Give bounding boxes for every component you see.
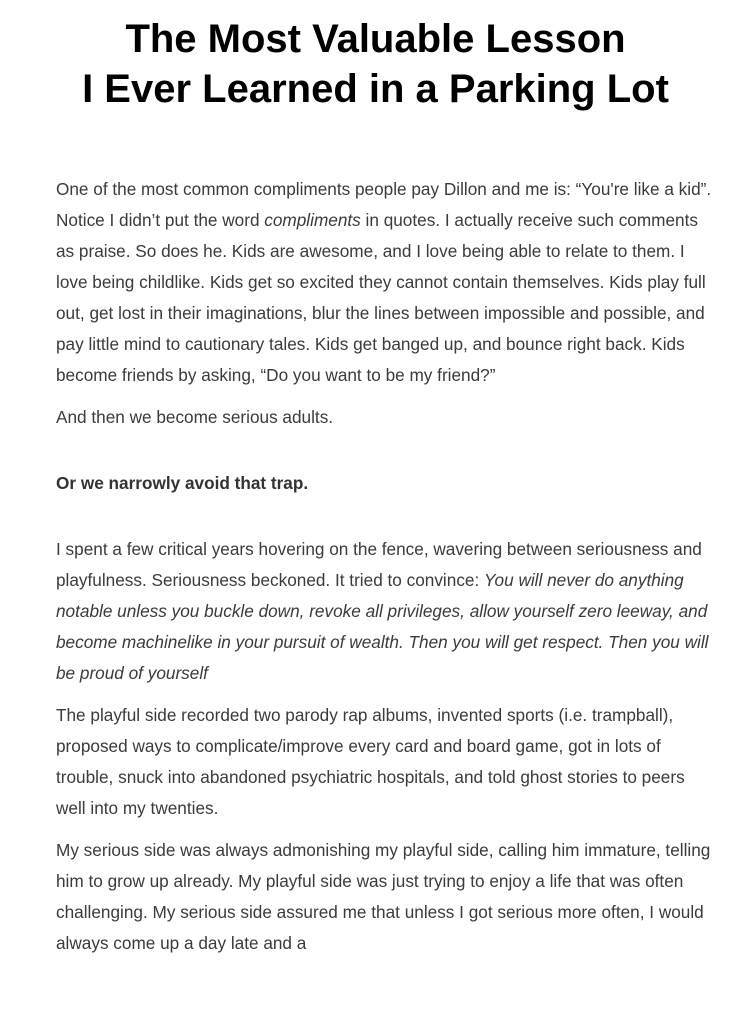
article-title-line-2: I Ever Learned in a Parking Lot xyxy=(82,67,669,111)
paragraph-1-italic-word: compliments xyxy=(264,210,361,230)
paragraph-4 xyxy=(56,534,716,689)
paragraph-5: The playful side recorded two parody rap albums, invented sports (i.e. trampball), proposed ways to complicate/improve every card and board game, got in lots of trouble, snuck into abandoned psychiatric hospitals, and told ghost stories to peers well into my twenties. xyxy=(56,705,685,818)
article-title-line-1: The Most Valuable Lesson xyxy=(125,17,626,61)
paragraph-1 xyxy=(56,174,716,391)
paragraph-4-italic-quote: You will never do anything notable unless you buckle down, revoke all privileges, allow yourself zero leeway, and become machinelike in your pursuit of wealth. Then you will get respect. Then you will be proud of yourself xyxy=(56,570,709,683)
paragraph-1-text-end: in quotes. I actually receive such comments as praise. So does he. Kids are awesome, and I love being able to relate to them. I love being childlike. Kids get so excited they cannot contain themselves. Kids play full out, get lost in their imaginations, blur the lines between impossible and possible, and pay little mind to cautionary tales. Kids get banged up, and bounce right back. Kids become friends by asking, “Do you want to be my friend?” xyxy=(56,210,706,385)
paragraph-3-bold: Or we narrowly avoid that trap. xyxy=(56,473,309,493)
paragraph-1-text-start: One of the most common compliments people pay Dillon and me is: “You're like a kid”. Notice I didn’t put the word xyxy=(56,179,712,230)
paragraph-6: My serious side was always admonishing my playful side, calling him immature, telling him to grow up already. My playful side was just trying to enjoy a life that was often challenging. My serious side assured me that unless I got serious more often, I would always come up a day late and a xyxy=(56,840,711,953)
article-title xyxy=(0,14,751,114)
paragraph-2: And then we become serious adults. xyxy=(56,407,334,427)
article-body xyxy=(56,174,716,959)
paragraph-4-text: I spent a few critical years hovering on the fence, wavering between seriousness and playfulness. Seriousness beckoned. It tried to convince: xyxy=(56,539,702,590)
